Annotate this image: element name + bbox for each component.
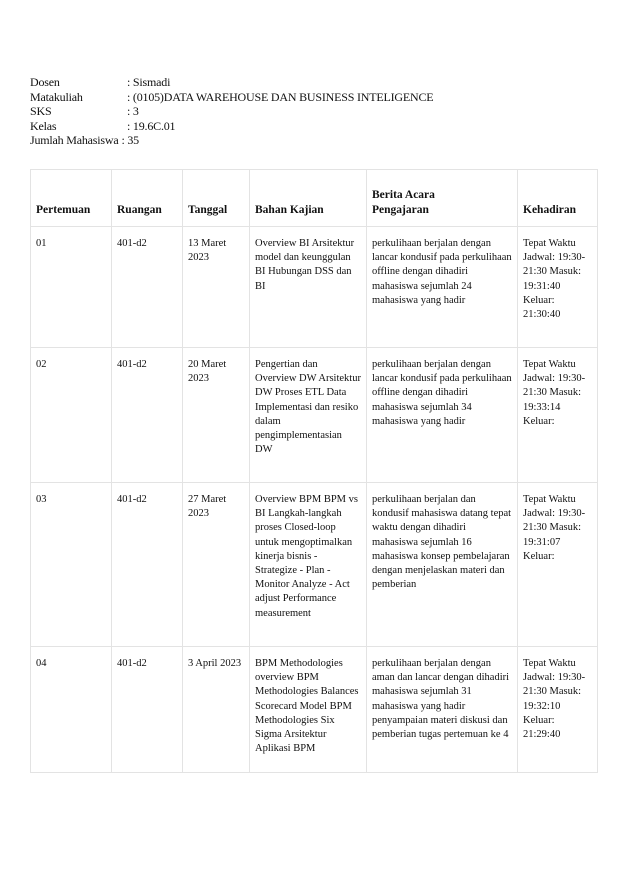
cell-bahan-kajian: BPM Methodologies overview BPM Methodologies Balances Scorecard Model BPM Methodologies Six Sigma Arsitektur Aplikasi BPM	[250, 647, 367, 773]
info-value: : 19.6C.01	[127, 118, 176, 133]
cell-berita-acara: perkulihaan berjalan dengan lancar kondusif pada perkulihaan offline dengan dihadiri mahasiswa sejumlah 34 mahasiswa yang hadir	[367, 348, 518, 483]
cell-bahan-kajian: Overview BPM BPM vs BI Langkah-langkah proses Closed-loop untuk mengoptimalkan kinerja bisnis - Strategize - Plan - Monitor Analyze - Act adjust Performance measurement	[250, 483, 367, 647]
cell-tanggal: 3 April 2023	[183, 647, 250, 773]
info-label: Matakuliah	[30, 89, 83, 104]
cell-berita-acara: perkulihaan berjalan dengan lancar kondusif pada perkulihaan offline dengan dihadiri mahasiswa sejumlah 24 mahasiswa yang hadir	[367, 227, 518, 348]
course-info	[30, 75, 433, 148]
info-value: : (0105)DATA WAREHOUSE DAN BUSINESS INTELIGENCE	[127, 89, 434, 104]
header-ruangan: Ruangan	[112, 170, 183, 227]
table-row	[31, 348, 598, 483]
table-row	[31, 647, 598, 773]
cell-pertemuan: 04	[31, 647, 112, 773]
info-label: SKS	[30, 104, 52, 118]
header-kehadiran: Kehadiran	[518, 170, 598, 227]
cell-kehadiran: Tepat Waktu Jadwal: 19:30-21:30 Masuk: 19:32:10 Keluar: 21:29:40	[518, 647, 598, 773]
info-row-sks	[30, 104, 433, 119]
info-row-dosen	[30, 75, 433, 90]
header-bahan-kajian: Bahan Kajian	[250, 170, 367, 227]
header-tanggal: Tanggal	[183, 170, 250, 227]
info-label: Kelas	[30, 118, 57, 133]
header-pertemuan: Pertemuan	[31, 170, 112, 227]
table-row	[31, 483, 598, 647]
cell-berita-acara: perkulihaan berjalan dan kondusif mahasiswa datang tepat waktu dengan dihadiri mahasiswa sejumlah 16 mahasiswa konsep pembelajaran dengan menjelaskan materi dan pemberian	[367, 483, 518, 647]
info-row-jumlah-mahasiswa	[30, 133, 433, 148]
cell-tanggal: 27 Maret 2023	[183, 483, 250, 647]
table-header-row	[31, 170, 598, 227]
info-row-matakuliah	[30, 90, 433, 105]
cell-bahan-kajian: Overview BI Arsitektur model dan keunggulan BI Hubungan DSS dan BI	[250, 227, 367, 348]
cell-pertemuan: 03	[31, 483, 112, 647]
info-label: Jumlah Mahasiswa	[30, 133, 119, 147]
cell-pertemuan: 02	[31, 348, 112, 483]
info-value: : 35	[121, 133, 139, 147]
cell-pertemuan: 01	[31, 227, 112, 348]
cell-ruangan: 401-d2	[112, 227, 183, 348]
cell-ruangan: 401-d2	[112, 647, 183, 773]
cell-berita-acara: perkulihaan berjalan dengan aman dan lancar dengan dihadiri mahasiswa sejumlah 31 mahasiswa yang hadir penyampaian materi diskusi dan pemberian tugas pertemuan ke 4	[367, 647, 518, 773]
cell-kehadiran: Tepat Waktu Jadwal: 19:30-21:30 Masuk: 19:33:14 Keluar:	[518, 348, 598, 483]
info-value: : 3	[127, 104, 139, 118]
cell-kehadiran: Tepat Waktu Jadwal: 19:30-21:30 Masuk: 19:31:40 Keluar: 21:30:40	[518, 227, 598, 348]
info-row-kelas	[30, 119, 433, 134]
cell-tanggal: 20 Maret 2023	[183, 348, 250, 483]
attendance-table	[30, 169, 598, 773]
table-row	[31, 227, 598, 348]
cell-kehadiran: Tepat Waktu Jadwal: 19:30-21:30 Masuk: 19:31:07 Keluar:	[518, 483, 598, 647]
info-label: Dosen	[30, 75, 60, 89]
cell-ruangan: 401-d2	[112, 483, 183, 647]
header-berita-acara: Berita Acara Pengajaran	[367, 170, 518, 227]
cell-bahan-kajian: Pengertian dan Overview DW Arsitektur DW Proses ETL Data Implementasi dan resiko dalam pengimplementasian DW	[250, 348, 367, 483]
info-value: : Sismadi	[127, 75, 171, 89]
cell-tanggal: 13 Maret 2023	[183, 227, 250, 348]
cell-ruangan: 401-d2	[112, 348, 183, 483]
